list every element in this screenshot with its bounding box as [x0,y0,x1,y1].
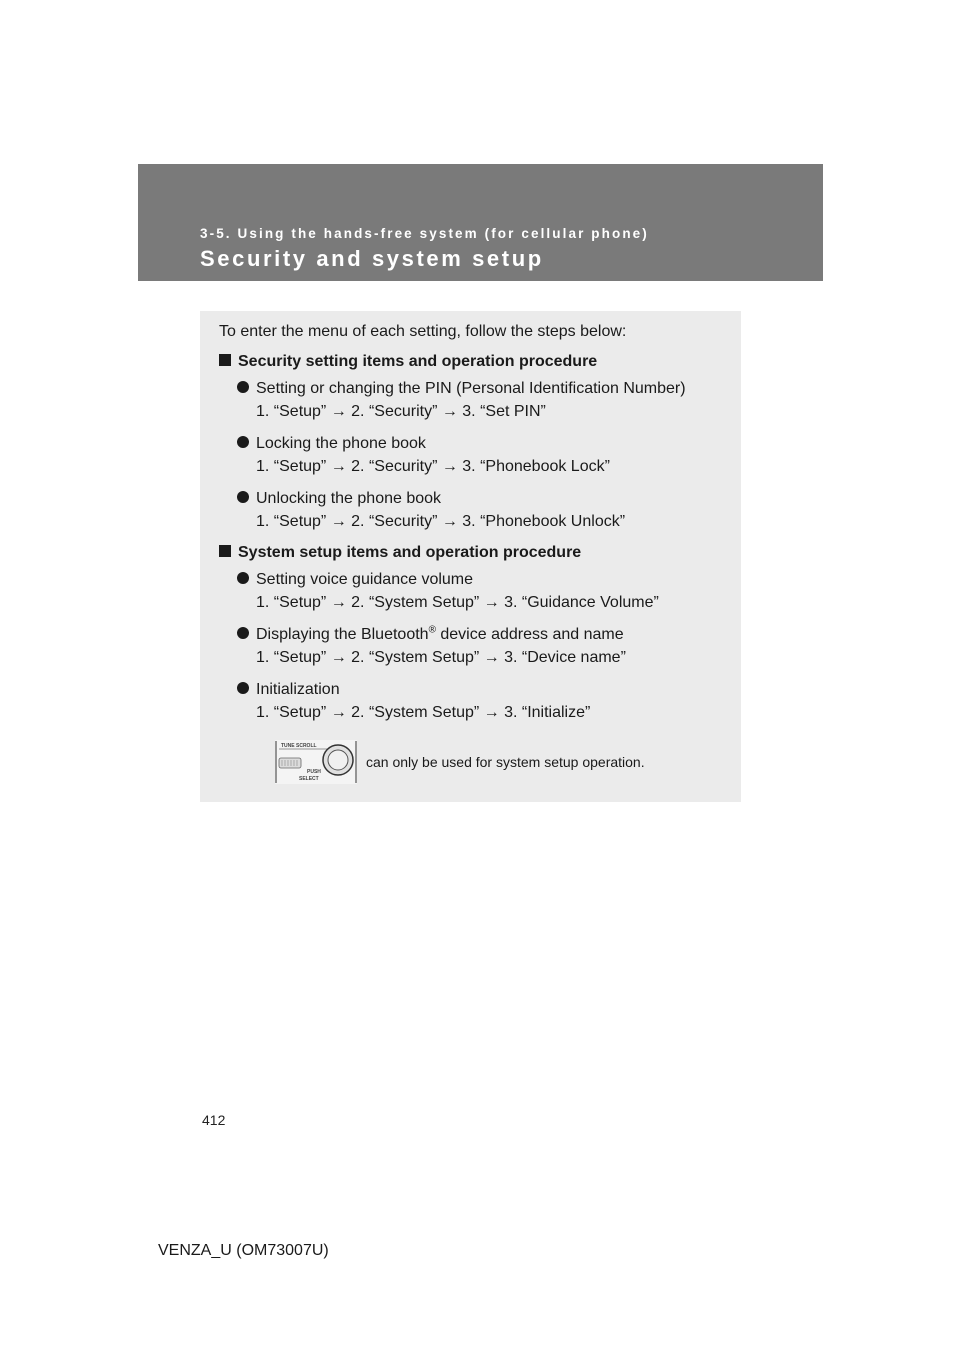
list-item [237,377,686,423]
security-heading [219,353,597,371]
item-title: Unlocking the phone book [256,490,442,507]
page-title: Security and system setup [200,246,544,271]
item-steps: 1. “Setup” → 2. “Security” → 3. “Set PIN” [256,403,546,420]
dial-note-row [275,740,735,784]
item-title: Setting or changing the PIN (Personal Identification Number) [256,380,686,397]
security-heading-text: Security setting items and operation procedure [238,353,598,370]
square-bullet-icon [219,545,231,557]
system-heading-text: System setup items and operation procedure [238,544,582,561]
item-steps: 1. “Setup” → 2. “Security” → 3. “Phonebook Lock” [256,458,610,475]
item-steps: 1. “Setup” → 2. “System Setup” → 3. “Initialize” [256,704,591,721]
square-bullet-icon [219,354,231,366]
tune-scroll-knob-icon [275,740,357,784]
bullet-icon [237,682,249,694]
item-title: Setting voice guidance volume [256,571,474,588]
knob-label-select: SELECT [299,776,319,782]
dial-note-text: can only be used for system setup operation. [366,754,645,770]
list-item [237,568,659,614]
registered-mark: ® [428,624,436,636]
page-number: 412 [202,1112,226,1128]
list-item [237,678,590,724]
item-steps: 1. “Setup” → 2. “Security” → 3. “Phonebook Unlock” [256,513,626,530]
item-title: Locking the phone book [256,435,426,452]
item-title: Initialization [256,681,340,698]
item-steps: 1. “Setup” → 2. “System Setup” → 3. “Device name” [256,649,626,666]
knob-label-top: TUNE SCROLL [281,743,317,749]
bullet-icon [237,627,249,639]
item-title-pre: Displaying the Bluetooth [256,626,429,643]
system-heading [219,544,581,562]
knob-label-push: PUSH [307,769,321,775]
item-steps: 1. “Setup” → 2. “System Setup” → 3. “Guidance Volume” [256,594,659,611]
bullet-icon [237,436,249,448]
intro-text: To enter the menu of each setting, follow the steps below: [219,323,627,340]
header-band [138,164,823,281]
list-item [237,623,626,669]
info-box [200,311,741,802]
item-title-post: device address and name [435,626,624,643]
list-item [237,487,625,533]
list-item [237,432,610,478]
bullet-icon [237,381,249,393]
bullet-icon [237,491,249,503]
bullet-icon [237,572,249,584]
section-label: 3-5. Using the hands-free system (for cellular phone) [200,226,649,241]
document-code: VENZA_U (OM73007U) [158,1242,329,1259]
